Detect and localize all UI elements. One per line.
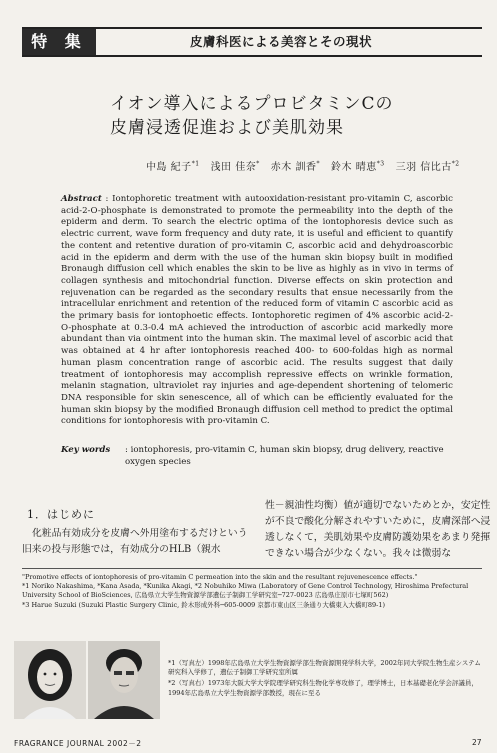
author-bio-notes [168, 659, 486, 700]
abstract-label: Abstract [61, 194, 102, 204]
feature-title: 皮膚科医による美容とその現状 [190, 34, 373, 49]
journal-footer: FRAGRANCE JOURNAL 2002－2 [14, 739, 142, 748]
page-number: 27 [472, 738, 482, 747]
footnotes [22, 573, 484, 610]
affiliation-note-1: *1 Noriko Nakashima, *Kana Asada, *Kunika Akagi, *2 Nobuhiko Miwa (Laboratory of Gene Control Technology, Hiroshima Prefectural University School of BioSciences, 広島県立大学生物資源学部遺伝子制御工学研究室─727-0023 広島県庄原市七塚町562) [22, 582, 469, 600]
section-heading: 1．はじめに [27, 508, 95, 521]
author-name: 浅田 佳奈 [210, 162, 257, 173]
author-name: 三羽 信比古 [395, 162, 452, 173]
body-right-column: 性－親油性均衡）値が適切でないためとか，安定性が不良で酸化分解されやすいために，皮膚深部へ浸透しなくて，美肌効果や皮膚防護効果をあまり発揮できない場合が少なくない。我々は微弱な [265, 500, 491, 559]
body-left-column: 化粧品有効成分を皮膚へ外用塗布するだけという旧来の投与形態では，有効成分のHLB（親水 [22, 528, 248, 555]
author-photo-left [14, 641, 86, 719]
footnote-divider [22, 568, 482, 569]
author-mark: *3 [376, 160, 385, 168]
author-mark: * [256, 160, 260, 168]
author-bio-2: *2（写真右）1973年大阪大学大学院理学研究科生物化学専攻修了，理学博士，日本基礎老化学会評議員，1994年広島県立大学生物資源学部教授，現在に至る [168, 679, 478, 697]
author-bio-1: *1（写真左）1998年広島県立大学生物資源学部生物資源開発学科大学，2002年同大学院生物生産システム研究科入学修了，遺伝子制御工学研究室所属 [168, 659, 481, 677]
title-line-2: 皮膚浸透促進および美肌効果 [110, 118, 344, 138]
feature-header [22, 27, 482, 57]
abstract-text: : Iontophoretic treatment with autooxidation-resistant pro-vitamin C, ascorbic acid-2-O-phosphate is demonstrated to promote the permeability into the depth of the epiderm and derm. To search the electric optima of the iontophoresis device such as electric current, wave form frequency and duty rate, it is useful and efficient to quantify the content and retentive duration of pro-vitamin C, ascorbic acid and dehydroascorbic acid in the epiderm and derm with the use of the human skin biopsy built in modified Bronaugh diffusion cell which enables the skin to be live as highly as in vivo in terms of collagen synthesis and mitochondrial function. Diverse effects on skin protection and rejuvenation can be regarded as the secondary results that ensue necessarily from the intracellular enrichment and retention of the reduced form of vitamin C ascorbic acid as the primary basis for iontophoetic effects. Iontophoretic regimen of 4% ascorbic acid-2-O-phosphate at 0.3-0.4 mA achieved the introduction of ascorbic acid markedly more abundant than via ointment into the human skin. The maximal level of ascorbic acid that was obtained at 4 hr after iontophoresis reached 400- to 600-foldas high as normal human plasm concentration range of ascorbic acid. The results suggest that daily treatment of iontophoresis may accomplish repressive effects on wrinkle formation, melanin stagnation, ultraviolet ray injuries and age-dependent shortening of telomeric DNA responsible for skin senescence, all of which can be efficiently evaluated for the human skin biopsy by the modified Bronaugh diffusion cell method to predict the optimal conditions for iontophoresis with pro-vitamin C. [61, 194, 453, 427]
article-title [110, 92, 440, 140]
keywords-label: Key words [61, 445, 111, 455]
abstract [61, 194, 453, 428]
author-list [146, 158, 486, 173]
author-mark: *1 [191, 160, 200, 168]
author-photo-right [88, 641, 160, 719]
author-mark: * [316, 160, 320, 168]
keywords [61, 445, 453, 468]
author-name: 鈴木 晴恵 [331, 162, 377, 173]
english-title-note: "Promotive effects of iontophoresis of pro-vitamin C permeation into the skin and the resultant rejuvenescence effects." [22, 573, 418, 581]
author-name: 中島 紀子 [146, 162, 192, 173]
title-line-1: イオン導入によるプロビタミンCの [110, 94, 394, 114]
author-mark: *2 [451, 160, 460, 168]
author-name: 赤木 訓香 [270, 162, 317, 173]
keywords-text: : iontophoresis, pro-vitamin C, human skin biopsy, drug delivery, reactive oxygen species [125, 445, 444, 467]
affiliation-note-2: *3 Harue Suzuki (Suzuki Plastic Surgery Clinic, 鈴木形成外科─605-0009 京都市東山区三条通り大橋東入大橋町89-1) [22, 600, 385, 609]
author-photo-left-image [14, 641, 86, 719]
section-label: 特 集 [22, 29, 96, 55]
author-photo-right-image [88, 641, 160, 719]
